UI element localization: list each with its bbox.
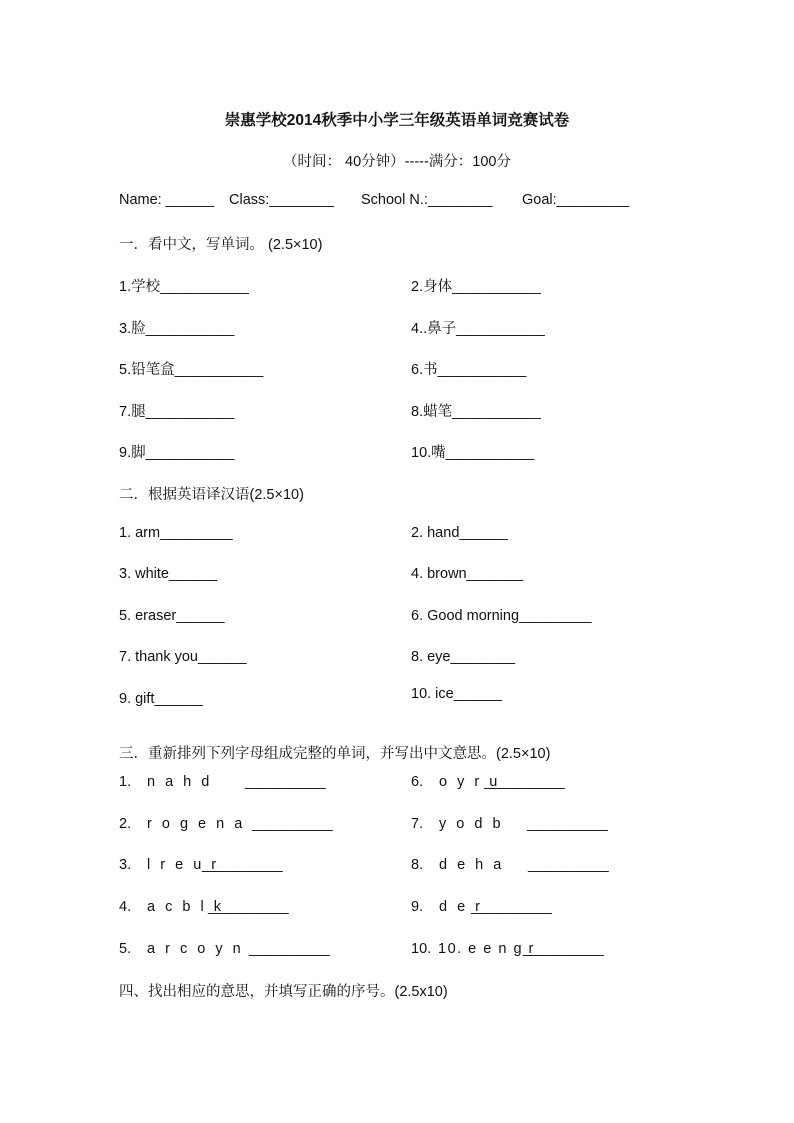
section-2-heading: 二．根据英语译汉语(2.5×10) — [119, 487, 304, 503]
answer-blank: __________ — [249, 941, 330, 957]
scrambled-letters: a r c o y n — [147, 941, 244, 957]
list-item: 6.书___________ — [411, 362, 527, 378]
list-item: 2.身体___________ — [411, 279, 541, 295]
answer-blank: __________ — [202, 857, 283, 873]
list-item: 10.嘴___________ — [411, 445, 535, 461]
answer-blank: __________ — [523, 941, 604, 957]
section-1-heading: 一．看中文，写单词。 (2.5×10) — [119, 237, 323, 253]
list-item: 8. eye________ — [411, 649, 516, 665]
item-number: 3. — [119, 857, 132, 873]
list-item: 2. hand______ — [411, 525, 508, 541]
item-number: 7. — [411, 816, 424, 832]
list-item: 9.脚___________ — [119, 445, 235, 461]
scrambled-letters: n a h d — [147, 774, 213, 790]
answer-blank: __________ — [471, 899, 552, 915]
page-title: 崇惠学校2014秋季中小学三年级英语单词竞赛试卷 — [224, 112, 570, 129]
list-item: 10. ice______ — [411, 686, 503, 702]
list-item: 6. Good morning_________ — [411, 608, 592, 624]
scrambled-letters: r o g e n a — [147, 816, 246, 832]
item-number: 1. — [119, 774, 132, 790]
list-item: 9. gift______ — [119, 691, 203, 707]
list-item: 4. brown_______ — [411, 566, 524, 582]
item-number: 10. — [411, 941, 432, 957]
list-item — [119, 774, 131, 790]
item-number: 4. — [119, 899, 132, 915]
list-item: 1.学校___________ — [119, 279, 249, 295]
goal-field: Goal:_________ — [522, 192, 630, 208]
list-item: 5.铅笔盒___________ — [119, 362, 264, 378]
list-item: 7.腿___________ — [119, 404, 235, 420]
answer-blank: __________ — [252, 816, 333, 832]
answer-blank: __________ — [528, 857, 609, 873]
scrambled-letters: o y r u — [439, 774, 501, 790]
answer-blank: __________ — [245, 774, 326, 790]
page-subtitle: （时间： 40分钟）-----满分：100分 — [283, 154, 511, 170]
name-field: Name: ______ — [119, 192, 215, 208]
item-number: 8. — [411, 857, 424, 873]
list-item: 8.蜡笔___________ — [411, 404, 541, 420]
scrambled-letters: y o d b — [439, 816, 504, 832]
section-3-heading: 三．重新排列下列字母组成完整的单词，并写出中文意思。(2.5×10) — [119, 746, 551, 762]
section-4-heading: 四、找出相应的意思，并填写正确的序号。(2.5x10) — [119, 984, 448, 1000]
list-item: 4..鼻子___________ — [411, 321, 545, 337]
answer-blank: __________ — [484, 774, 565, 790]
scrambled-letters: d e h a — [439, 857, 505, 873]
item-number: 5. — [119, 941, 132, 957]
list-item: 3.脸___________ — [119, 321, 235, 337]
school-field: School N.:________ — [361, 192, 493, 208]
list-item: 7. thank you______ — [119, 649, 247, 665]
scrambled-letters: d e r — [439, 899, 484, 915]
scrambled-letters: 10. e e n g r — [438, 941, 535, 957]
class-field: Class:________ — [229, 192, 334, 208]
item-number: 9. — [411, 899, 424, 915]
answer-blank: __________ — [208, 899, 289, 915]
list-item: 5. eraser______ — [119, 608, 225, 624]
list-item: 1. arm_________ — [119, 525, 233, 541]
scrambled-letters: a c b l k — [147, 899, 224, 915]
item-number: 2. — [119, 816, 132, 832]
item-number: 6. — [411, 774, 424, 790]
scrambled-letters: l r e u r — [147, 857, 220, 873]
answer-blank: __________ — [527, 816, 608, 832]
list-item: 3. white______ — [119, 566, 218, 582]
